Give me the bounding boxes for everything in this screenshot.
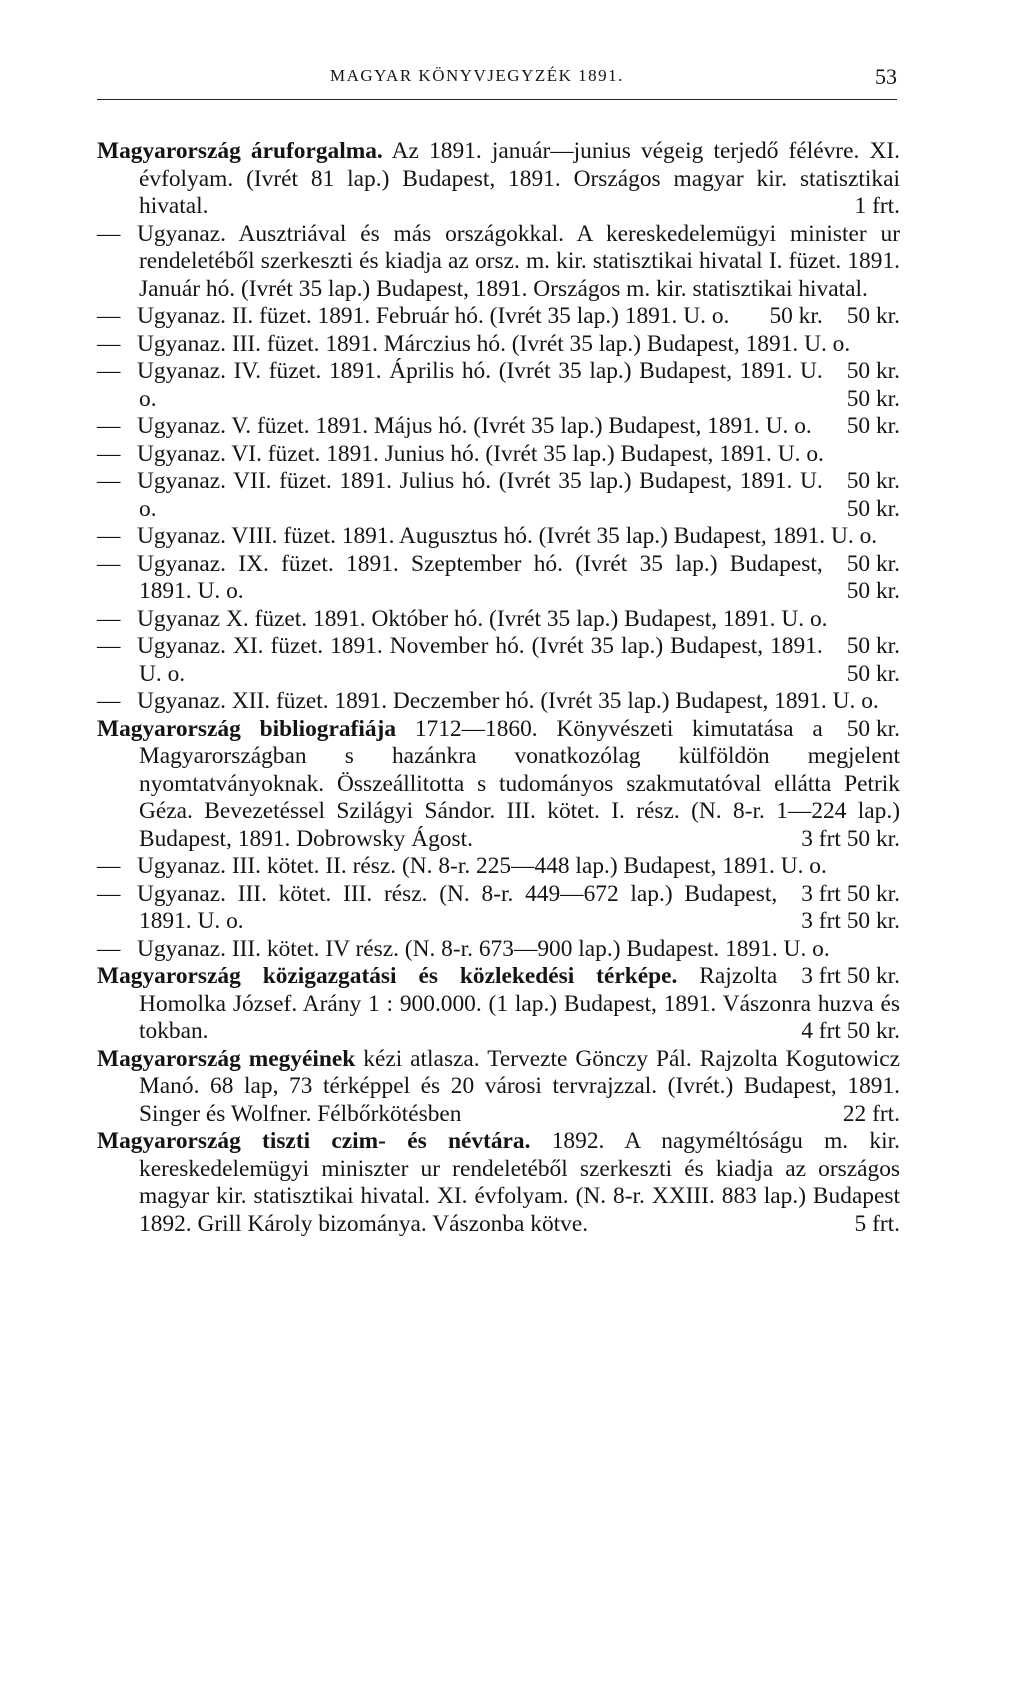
entry-price: 22 frt. [842,1100,900,1127]
catalog-entry [97,963,900,1046]
entry-text: Ugyanaz. IX. füzet. 1891. Szeptember hó. (Ivrét 35 lap.) Budapest, 1891. U. o. [137,550,823,604]
ditto-dash: — [97,220,121,247]
entry-text: Rajzolta Homolka József. Arány 1 : 900.000. (1 lap.) Budapest, 1891. Vászonra huzva és tokban. [139,963,900,1044]
entry-price: 3 frt 50 kr. [801,880,900,907]
ditto-dash: — [97,550,121,577]
ditto-dash: — [97,440,121,467]
catalog-entry [97,358,900,413]
entry-price: 1 frt. [854,193,900,219]
entry-text: Ugyanaz. VIII. füzet. 1891. Augusztus hó. (Ivrét 35 lap.) Budapest, 1891. U. o. [137,523,878,549]
catalog-entry [97,303,900,331]
ditto-dash: — [97,468,121,494]
ditto-dash: — [97,633,121,659]
entry-text: Ugyanaz. III. kötet. II. rész. (N. 8-r. 225—448 lap.) Budapest, 1891. U. o. [137,853,827,879]
entry-text: Ugyanaz. III. kötet. IV rész. (N. 8-r. 673—900 lap.) Budapest. 1891. U. o. [137,935,830,962]
entry-heading: Magyarország áruforgalma. [97,138,383,164]
catalog-entry [97,1128,900,1238]
ditto-dash: — [97,413,121,439]
entry-price: 5 frt. [854,1210,900,1237]
entry-price: 3 frt 50 kr. [801,963,900,989]
catalog-entry [97,605,900,659]
entry-text: Ugyanaz. Ausztriával és más országokkal. A kereskedelemügyi minister ur rendeletéből szerkeszti és kiadja az orsz. m. kir. statisztikai hivatal I. füzet. 1891. Január hó. (Ivrét 35 lap.) Budapest, 1891. Országos m. kir. statisztikai hivatal. [137,220,900,302]
ditto-dash: — [97,935,121,962]
ditto-dash: — [97,330,121,357]
entry-heading: Magyarország bibliografiája [97,715,397,742]
entry-price: 50 kr. [769,303,823,329]
ditto-dash: — [97,880,121,907]
entry-text: Ugyanaz. II. füzet. 1891. Február hó. (Ivrét 35 lap.) 1891. U. o. [137,303,730,329]
entry-price: 50 kr. [846,660,900,687]
entry-text: Ugyanaz. IV. füzet. 1891. Április hó. (Ivrét 35 lap.) Budapest, 1891. U. o. [137,358,823,412]
entry-text: 1892. A nagyméltóságu m. kir. kereskedelemügyi miniszter ur rendeletéből szerkeszti és kiadja az országos magyar kir. statisztikai hivatal. XI. évfolyam. (N. 8-r. XXIII. 883 lap.) Budapest 1892. Grill Károly bizománya. Vászonba kötve. [139,1128,900,1237]
entry-text: Ugyanaz. XI. füzet. 1891. November hó. (Ivrét 35 lap.) Budapest, 1891. U. o. [137,633,823,687]
entry-text: 1712—1860. Könyvészeti kimutatása a Magyarországban s hazánkra vonatkozólag külföldön megjelent nyomtatványoknak. Összeállitotta s tudományos szakmutatóval ellátta Petrik Géza. Bevezetéssel Szilágyi Sándor. III. kötet. I. rész. (N. 8-r. 1—224 lap.) Budapest, 1891. Dobrowsky Ágost. [139,715,900,852]
entry-price: 3 frt 50 kr. [801,908,900,934]
header-rule [97,99,897,100]
entry-price: 4 frt 50 kr. [801,1018,900,1044]
ditto-dash: — [97,303,121,329]
catalog-entry [97,881,900,936]
ditto-dash: — [97,688,121,714]
entry-price: 50 kr. [846,385,900,412]
entry-text: Ugyanaz. VII. füzet. 1891. Julius hó. (Ivrét 35 lap.) Budapest, 1891. U. o. [137,468,823,522]
entry-text: Ugyanaz. III. füzet. 1891. Márczius hó. (Ivrét 35 lap.) Budapest, 1891. U. o. [137,330,851,357]
catalog-entry [97,551,900,606]
entry-text: Ugyanaz X. füzet. 1891. Október hó. (Ivrét 35 lap.) Budapest, 1891. U. o. [137,605,828,632]
catalog-entry [97,716,900,854]
running-header [97,66,897,100]
entry-text: kézi atlasza. Tervezte Gönczy Pál. Rajzolta Kogutowicz Manó. 68 lap, 73 térképpel és 20 városi tervrajzzal. (Ivrét.) Budapest, 1891. Singer és Wolfner. Félbőrkötésben [139,1045,900,1127]
catalog-entry [97,413,900,441]
catalog-entry [97,440,900,494]
entry-text: Ugyanaz. V. füzet. 1891. Május hó. (Ivrét 35 lap.) Budapest, 1891. U. o. [137,413,812,439]
running-title: MAGYAR KÖNYVJEGYZÉK 1891. [330,66,624,85]
entry-price: 50 kr. [846,468,900,494]
catalog-entry [97,1046,900,1129]
catalog-entries [97,138,900,1238]
entry-price: 50 kr. [846,578,900,604]
entry-text: Az 1891. január—junius végeig terjedő félévre. XI. évfolyam. (Ivrét 81 lap.) Budapest, 1891. Országos magyar kir. statisztikai hivatal. [139,138,900,219]
entry-text: Ugyanaz. III. kötet. III. rész. (N. 8-r. 449—672 lap.) Budapest, 1891. U. o. [137,880,778,934]
entry-price: 50 kr. [846,413,900,439]
catalog-entry [97,138,900,221]
ditto-dash: — [97,523,121,549]
entry-heading: Magyarország tiszti czim- és névtára. [97,1128,531,1154]
entry-text: Ugyanaz. XII. füzet. 1891. Deczember hó. (Ivrét 35 lap.) Budapest, 1891. U. o. [137,688,879,714]
ditto-dash: — [97,358,121,384]
page-number: 53 [875,64,897,89]
entry-text: Ugyanaz. VI. füzet. 1891. Junius hó. (Ivrét 35 lap.) Budapest, 1891. U. o. [137,440,824,467]
entry-heading: Magyarország megyéinek [97,1045,356,1072]
entry-price: 50 kr. [846,715,900,742]
entry-price: 3 frt 50 kr. [801,825,900,852]
catalog-entry [97,633,900,688]
ditto-dash: — [97,605,121,632]
catalog-entry [97,330,900,384]
entry-price: 50 kr. [846,633,900,659]
entry-heading: Magyarország közigazgatási és közlekedési térképe. [97,963,678,989]
catalog-entry [97,468,900,523]
entry-price: 50 kr. [846,495,900,522]
entry-price: 50 kr. [846,550,900,577]
ditto-dash: — [97,853,121,879]
entry-price: 50 kr. [846,358,900,384]
entry-price: 50 kr. [846,303,900,329]
